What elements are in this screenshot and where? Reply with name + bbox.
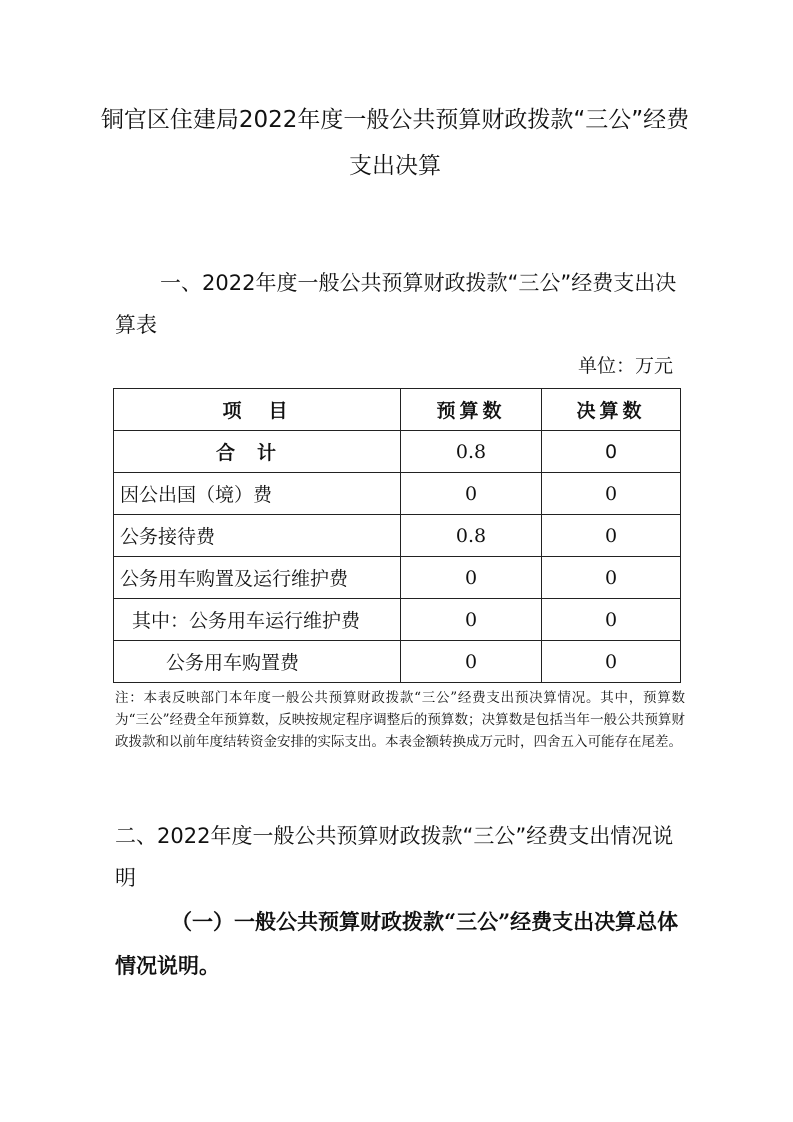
table-row [114, 473, 681, 515]
row-budget: 0 [401, 557, 542, 599]
three-public-expenses-table [113, 388, 681, 683]
row-budget: 0 [401, 641, 542, 683]
table-row [114, 557, 681, 599]
table-header-row [114, 389, 681, 431]
total-budget: 0.8 [401, 431, 542, 473]
subsection-1-heading: （一）一般公共预算财政拨款“三公”经费支出决算总体情况说明。 [115, 909, 679, 978]
section-2-heading: 二、2022年度一般公共预算财政拨款“三公”经费支出情况说明 [115, 824, 674, 890]
row-label: 公务接待费 [114, 515, 401, 557]
row-budget: 0 [401, 473, 542, 515]
row-label: 其中：公务用车运行维护费 [114, 599, 401, 641]
table-row [114, 599, 681, 641]
row-final: 0 [542, 599, 681, 641]
row-label: 公务用车购置费 [114, 641, 401, 683]
row-final: 0 [542, 473, 681, 515]
section-1-heading: 一、2022年度一般公共预算财政拨款“三公”经费支出决算表 [115, 271, 677, 337]
table-row-total [114, 431, 681, 473]
row-budget: 0.8 [401, 515, 542, 557]
row-label: 公务用车购置及运行维护费 [114, 557, 401, 599]
unit-label: 单位：万元 [577, 355, 673, 377]
row-final: 0 [542, 557, 681, 599]
row-budget: 0 [401, 599, 542, 641]
header-item: 项 目 [114, 389, 401, 431]
row-label: 因公出国（境）费 [114, 473, 401, 515]
table-row [114, 515, 681, 557]
header-final: 决算数 [542, 389, 681, 431]
header-budget: 预算数 [401, 389, 542, 431]
document-title: 铜官区住建局2022年度一般公共预算财政拨款“三公”经费支出决算 [100, 107, 690, 179]
row-final: 0 [542, 641, 681, 683]
table-row [114, 641, 681, 683]
total-final: 0 [542, 431, 681, 473]
row-final: 0 [542, 515, 681, 557]
total-label: 合计 [114, 431, 401, 473]
table-note: 注：本表反映部门本年度一般公共预算财政拨款“三公”经费支出预决算情况。其中，预算数为“三公”经费全年预算数，反映按规定程序调整后的预算数；决算数是包括当年一般公共预算财政拨款和以前年度结转资金安排的实际支出。本表金额转换成万元时，四舍五入可能存在尾差。 [115, 690, 685, 750]
